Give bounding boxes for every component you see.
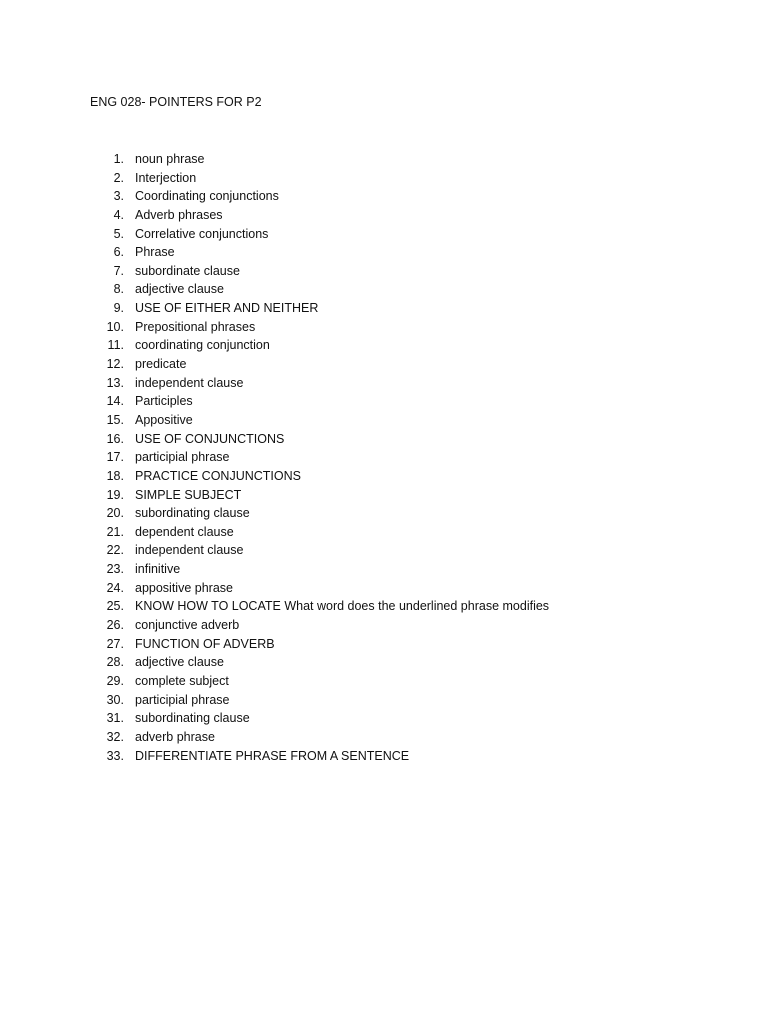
list-item-number: 26. — [106, 618, 124, 633]
list-item-text: participial phrase — [135, 692, 230, 707]
list-item-number: 33. — [106, 748, 124, 763]
list-item-text: subordinating clause — [135, 711, 250, 726]
list-item-text: Phrase — [135, 245, 175, 260]
list-item-number: 22. — [106, 543, 124, 558]
list-item-number: 8. — [113, 282, 124, 297]
list-item-number: 16. — [106, 431, 124, 446]
list-item-text: Correlative conjunctions — [135, 226, 269, 241]
list-item-number: 19. — [106, 487, 124, 502]
list-item-number: 17. — [106, 450, 124, 465]
list-item-number: 24. — [106, 580, 124, 595]
list-item-number: 27. — [106, 636, 124, 651]
list-item-text: SIMPLE SUBJECT — [135, 487, 242, 502]
list-item-text: FUNCTION OF ADVERB — [135, 636, 275, 651]
list-item-text: Adverb phrases — [135, 207, 223, 222]
list-item-number: 31. — [106, 711, 124, 726]
list-item-number: 7. — [113, 263, 124, 278]
list-item-text: conjunctive adverb — [135, 618, 240, 633]
list-item-text: appositive phrase — [135, 580, 233, 595]
list-item-number: 18. — [106, 468, 124, 483]
list-item-number: 14. — [106, 394, 124, 409]
list-item-number: 32. — [106, 729, 124, 744]
list-item-text: participial phrase — [135, 450, 230, 465]
list-item-text: predicate — [135, 357, 187, 372]
list-item-number: 23. — [106, 562, 124, 577]
list-item-text: independent clause — [135, 375, 244, 390]
list-item-text: adjective clause — [135, 655, 224, 670]
list-item-text: adverb phrase — [135, 729, 215, 744]
list-item-text: USE OF EITHER AND NEITHER — [135, 301, 319, 316]
list-item-text: coordinating conjunction — [135, 338, 270, 353]
list-item-number: 12. — [106, 357, 124, 372]
list-item-number: 11. — [107, 338, 124, 353]
list-item-text: Coordinating conjunctions — [135, 189, 279, 204]
list-item-number: 2. — [113, 170, 124, 185]
list-item-text: adjective clause — [135, 282, 224, 297]
list-item-text: DIFFERENTIATE PHRASE FROM A SENTENCE — [135, 748, 410, 763]
list-item-number: 13. — [106, 375, 124, 390]
list-item-text: noun phrase — [135, 152, 205, 166]
list-item-text: infinitive — [135, 562, 181, 577]
list-item-number: 28. — [106, 655, 124, 670]
document-title: ENG 028- POINTERS FOR P2 — [90, 95, 262, 109]
list-item-number: 20. — [106, 506, 124, 521]
list-item-text: Appositive — [135, 412, 193, 427]
list-item-text: USE OF CONJUNCTIONS — [135, 431, 285, 446]
list-item-text: KNOW HOW TO LOCATE What word does the underlined phrase modifies — [135, 599, 550, 614]
list-item-number: 30. — [106, 692, 124, 707]
list-item-number: 25. — [106, 599, 124, 614]
list-item-text: independent clause — [135, 543, 244, 558]
list-item-number: 5. — [113, 226, 124, 241]
list-item-number: 10. — [106, 319, 124, 334]
list-item-text: subordinating clause — [135, 506, 250, 521]
list-item-number: 1. — [113, 152, 124, 166]
list-item-number: 6. — [113, 245, 124, 260]
list-item-number: 15. — [106, 412, 124, 427]
list-item-number: 4. — [113, 207, 124, 222]
list-item-text: Interjection — [135, 170, 197, 185]
list-item-text: PRACTICE CONJUNCTIONS — [135, 468, 301, 483]
list-item-text: subordinate clause — [135, 263, 240, 278]
list-item-number: 3. — [113, 189, 124, 204]
list-item-text: Participles — [135, 394, 193, 409]
list-item-number: 9. — [113, 301, 124, 316]
list-item-text: dependent clause — [135, 524, 234, 539]
list-item-number: 29. — [106, 673, 124, 688]
list-item-text: Prepositional phrases — [135, 319, 256, 334]
list-item-number: 21. — [106, 524, 124, 539]
list-item-text: complete subject — [135, 673, 229, 688]
